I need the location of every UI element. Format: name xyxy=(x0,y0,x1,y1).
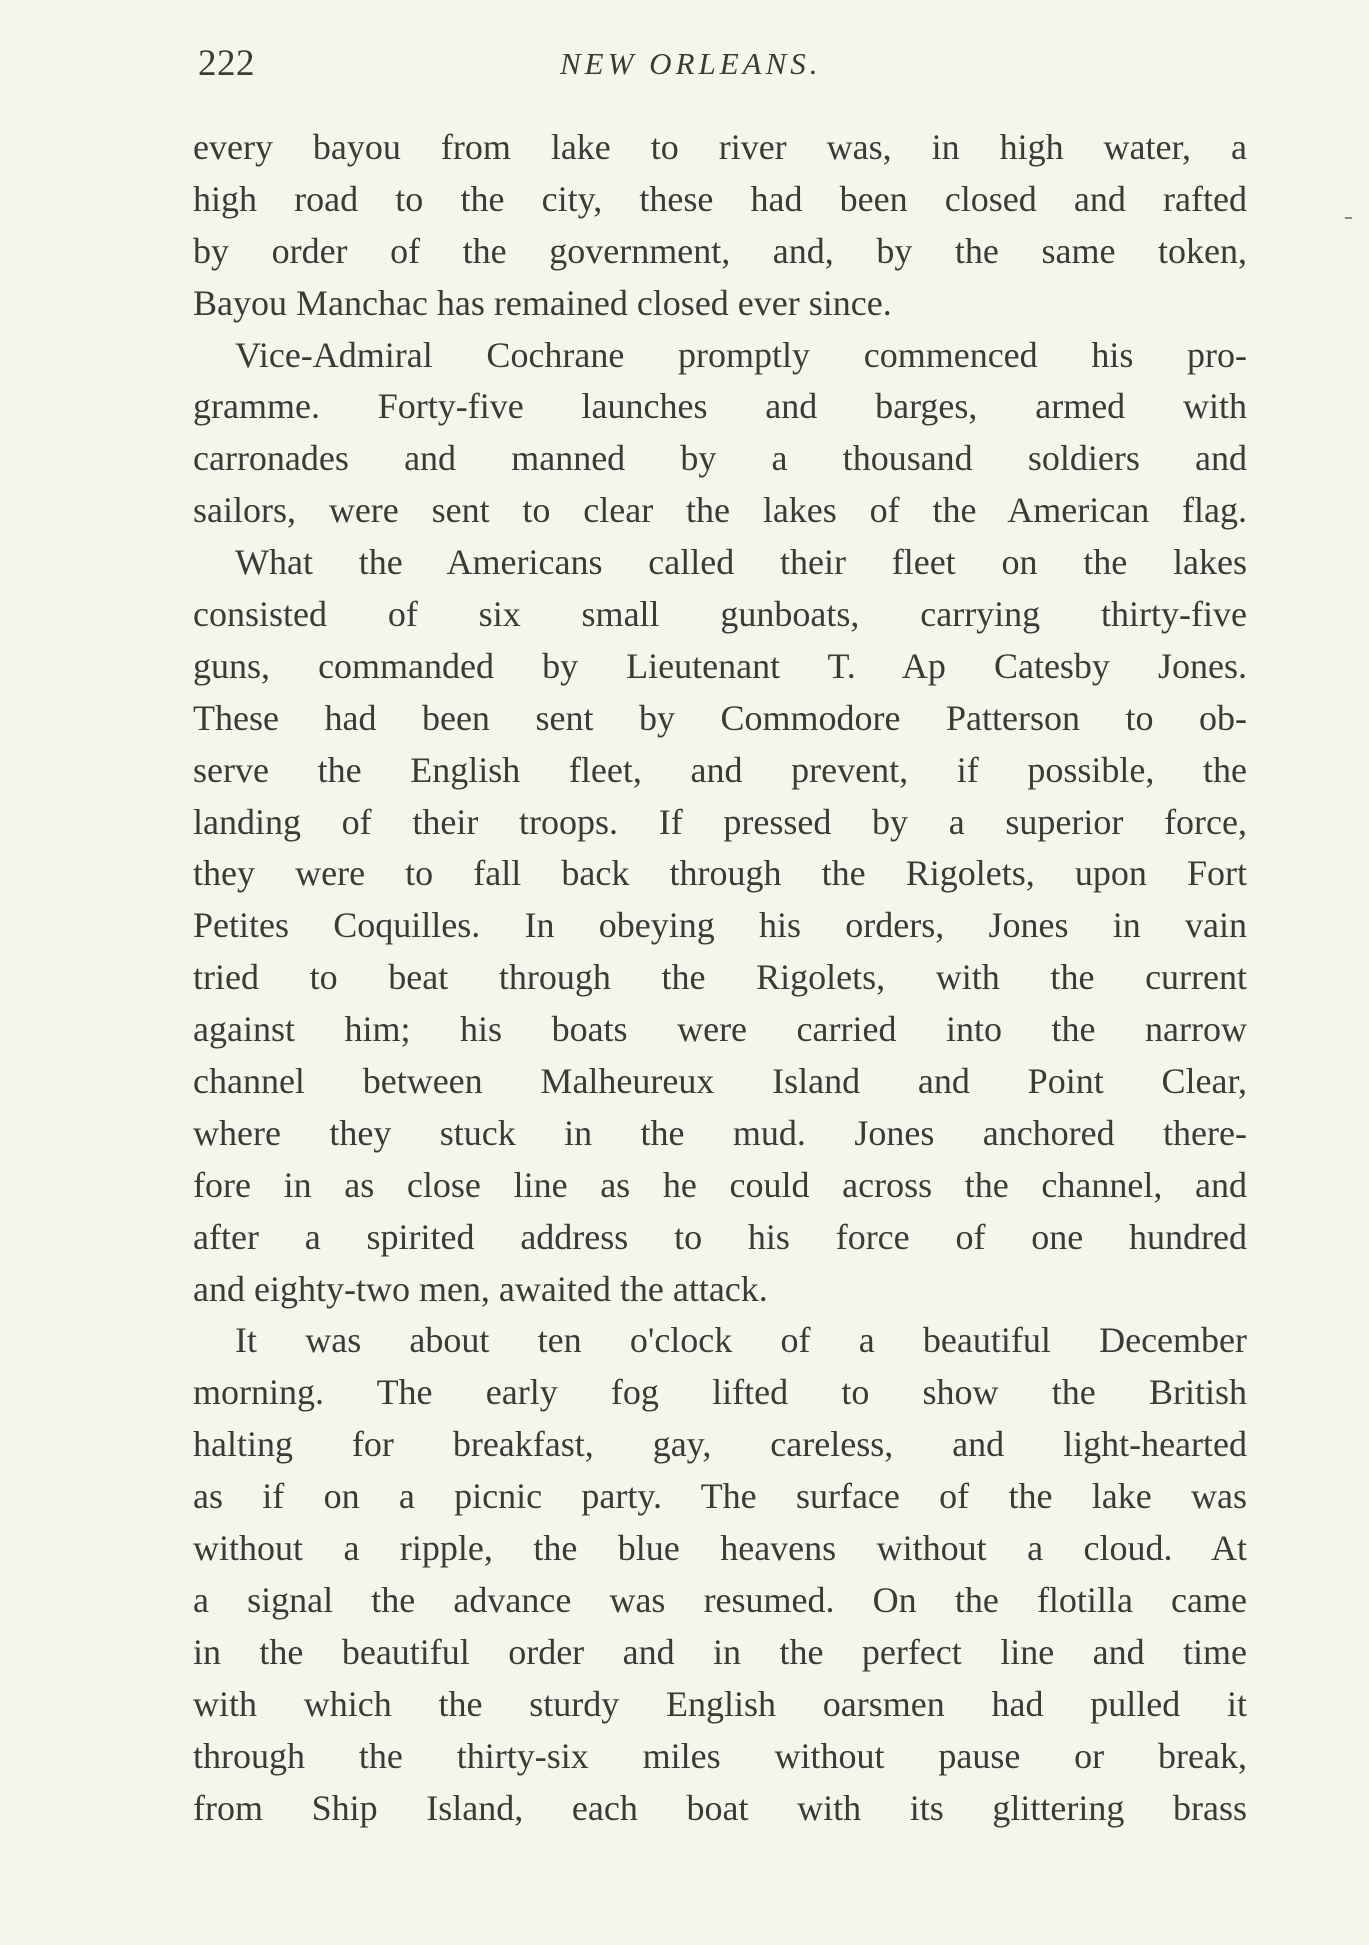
text-line: carronades and manned by a thousand soldiers and xyxy=(193,438,1247,479)
text-line: serve the English fleet, and prevent, if possible, the xyxy=(193,749,1247,790)
text-line: high road to the city, these had been closed and rafted xyxy=(193,178,1247,219)
text-line: from Ship Island, each boat with its glittering brass xyxy=(193,1787,1247,1828)
text-line: morning. The early fog lifted to show the British xyxy=(193,1372,1247,1413)
text-line: in the beautiful order and in the perfect line and time xyxy=(193,1631,1247,1672)
text-line: as if on a picnic party. The surface of the lake was xyxy=(193,1476,1247,1517)
margin-mark xyxy=(1345,217,1352,219)
text-line: after a spirited address to his force of one hundred xyxy=(193,1216,1247,1257)
page-number: 222 xyxy=(198,43,255,84)
text-line: sailors, were sent to clear the lakes of the American flag. xyxy=(193,490,1247,531)
text-line: gramme. Forty-five launches and barges, armed with xyxy=(193,386,1247,427)
text-line: fore in as close line as he could across the channel, and xyxy=(193,1164,1247,1205)
text-line: Vice-Admiral Cochrane promptly commenced his pro- xyxy=(235,334,1247,375)
text-line: where they stuck in the mud. Jones anchored there- xyxy=(193,1112,1247,1153)
text-line: against him; his boats were carried into the narrow xyxy=(193,1009,1247,1050)
text-line: a signal the advance was resumed. On the flotilla came xyxy=(193,1579,1247,1620)
text-line: halting for breakfast, gay, careless, and light-hearted xyxy=(193,1424,1247,1465)
text-line: every bayou from lake to river was, in high water, a xyxy=(193,127,1247,167)
text-line: with which the sturdy English oarsmen had pulled it xyxy=(193,1683,1247,1724)
body-text xyxy=(193,122,1247,1834)
text-line: and eighty-two men, awaited the attack. xyxy=(193,1268,768,1309)
text-line: channel between Malheureux Island and Point Clear, xyxy=(193,1061,1247,1102)
text-line: consisted of six small gunboats, carrying thirty-five xyxy=(193,594,1247,635)
text-line: they were to fall back through the Rigolets, upon Fort xyxy=(193,853,1247,894)
text-line: Bayou Manchac has remained closed ever since. xyxy=(193,282,892,323)
text-line: landing of their troops. If pressed by a superior force, xyxy=(193,801,1247,842)
text-line: without a ripple, the blue heavens without a cloud. At xyxy=(193,1528,1247,1569)
text-line: by order of the government, and, by the same token, xyxy=(193,230,1247,271)
text-line: These had been sent by Commodore Patterson to ob- xyxy=(193,697,1247,738)
text-line: Petites Coquilles. In obeying his orders, Jones in vain xyxy=(193,905,1247,946)
text-line: tried to beat through the Rigolets, with the current xyxy=(193,957,1247,998)
text-line: What the Americans called their fleet on the lakes xyxy=(235,542,1247,583)
text-line: It was about ten o'clock of a beautiful December xyxy=(235,1320,1247,1361)
text-line: through the thirty-six miles without pause or break, xyxy=(193,1735,1247,1776)
running-title: NEW ORLEANS. xyxy=(560,46,822,81)
text-line: guns, commanded by Lieutenant T. Ap Catesby Jones. xyxy=(193,645,1247,686)
